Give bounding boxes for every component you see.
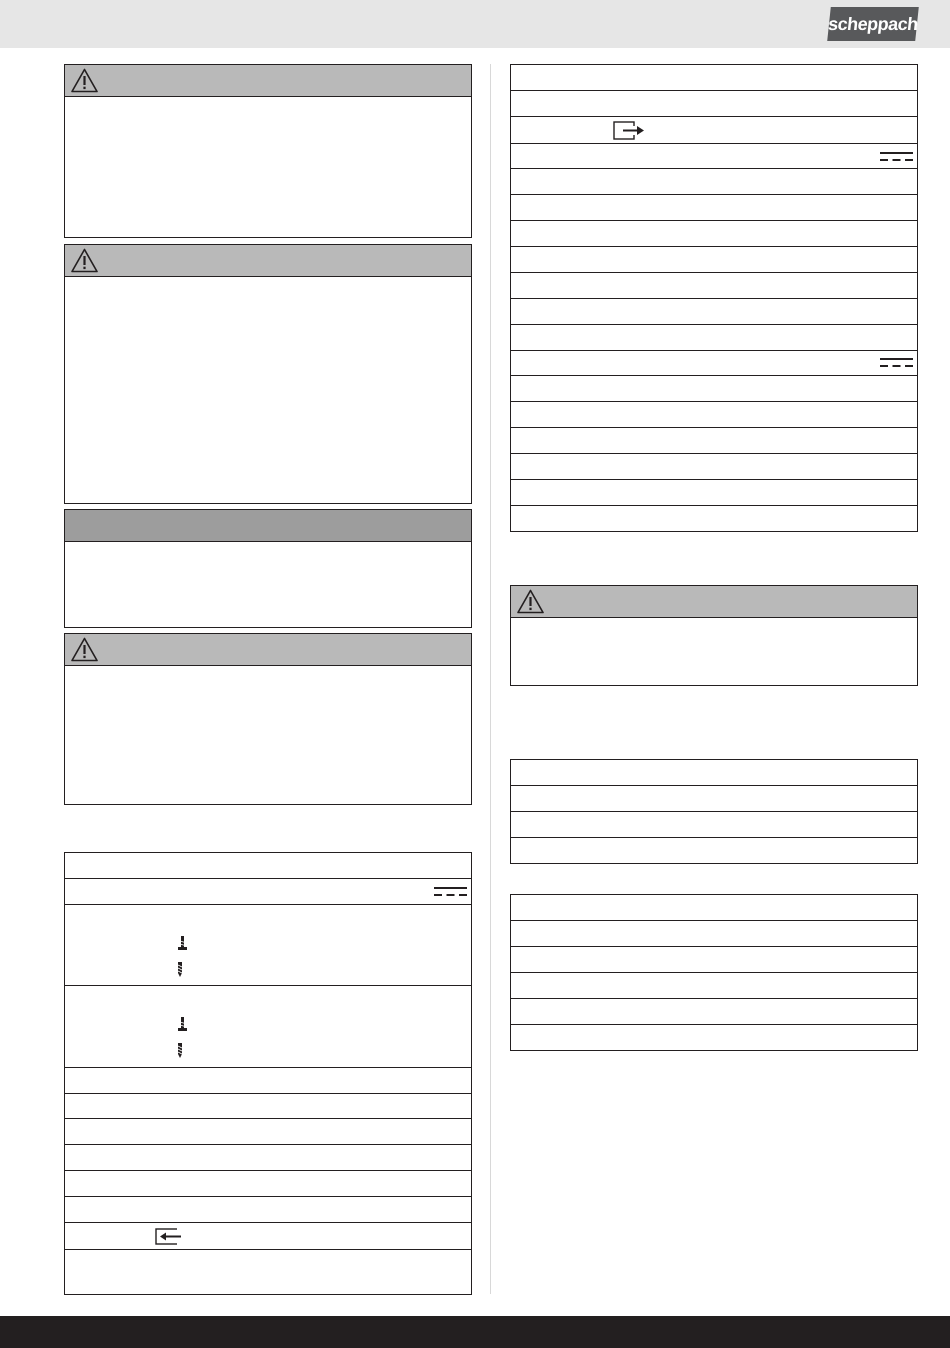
warning-box-header	[65, 634, 471, 666]
table-row	[511, 786, 917, 812]
table-row	[511, 760, 917, 786]
table-row	[511, 91, 917, 117]
table-row	[511, 273, 917, 299]
table-row	[511, 325, 917, 351]
right-specs-table	[510, 64, 918, 532]
table-row	[511, 999, 917, 1025]
table-row	[511, 299, 917, 325]
warning-box-header	[65, 245, 471, 277]
table-row	[511, 921, 917, 947]
footer-bar	[0, 1316, 950, 1348]
screw-mode-icon	[177, 1017, 188, 1032]
table-row	[511, 454, 917, 480]
warning-box-1	[64, 64, 472, 238]
warning-triangle-icon	[71, 68, 98, 93]
note-box	[64, 509, 472, 628]
table-row	[511, 947, 917, 973]
table-row	[65, 1094, 471, 1119]
table-row	[511, 973, 917, 999]
table-row	[511, 402, 917, 428]
table-row	[511, 1025, 917, 1051]
brand-logo	[827, 7, 919, 41]
table-row	[511, 376, 917, 402]
table-row	[65, 1119, 471, 1145]
table-row	[511, 838, 917, 864]
warning-box-3	[64, 633, 472, 805]
table-row	[511, 351, 917, 376]
table-row	[511, 428, 917, 454]
dc-voltage-icon	[880, 151, 913, 163]
warning-box-2	[64, 244, 472, 504]
warning-triangle-icon	[517, 589, 544, 614]
table-row	[65, 1250, 471, 1295]
left-specs-table	[64, 852, 472, 1295]
table-row	[65, 1145, 471, 1171]
charging-input-icon	[155, 1228, 181, 1245]
table-row	[65, 905, 471, 986]
table-row	[65, 879, 471, 905]
charging-output-icon	[613, 121, 645, 140]
dc-voltage-icon	[434, 886, 467, 898]
warning-box-4	[510, 585, 918, 686]
table-row	[511, 195, 917, 221]
right-table-three	[510, 894, 918, 1051]
table-row	[511, 506, 917, 532]
table-row	[511, 169, 917, 195]
table-row	[65, 853, 471, 879]
note-box-header	[65, 510, 471, 542]
table-row	[511, 812, 917, 838]
table-row	[511, 144, 917, 169]
table-row	[65, 986, 471, 1068]
warning-triangle-icon	[71, 637, 98, 662]
screw-mode-icon	[177, 936, 188, 951]
warning-triangle-icon	[71, 248, 98, 273]
table-row	[65, 1068, 471, 1094]
table-row	[65, 1223, 471, 1250]
table-row	[65, 1197, 471, 1223]
column-divider	[490, 64, 491, 1294]
table-row	[511, 247, 917, 273]
brand-logo-text: scheppach	[827, 13, 919, 34]
header-bar	[0, 0, 950, 48]
warning-box-header	[65, 65, 471, 97]
dc-voltage-icon	[880, 357, 913, 369]
right-table-two	[510, 759, 918, 864]
drill-mode-icon	[175, 962, 185, 977]
table-row	[511, 65, 917, 91]
table-row	[511, 480, 917, 506]
table-row	[511, 117, 917, 144]
warning-box-header	[511, 586, 917, 618]
table-row	[511, 221, 917, 247]
table-row	[511, 895, 917, 921]
drill-mode-icon	[175, 1043, 185, 1058]
table-row	[65, 1171, 471, 1197]
